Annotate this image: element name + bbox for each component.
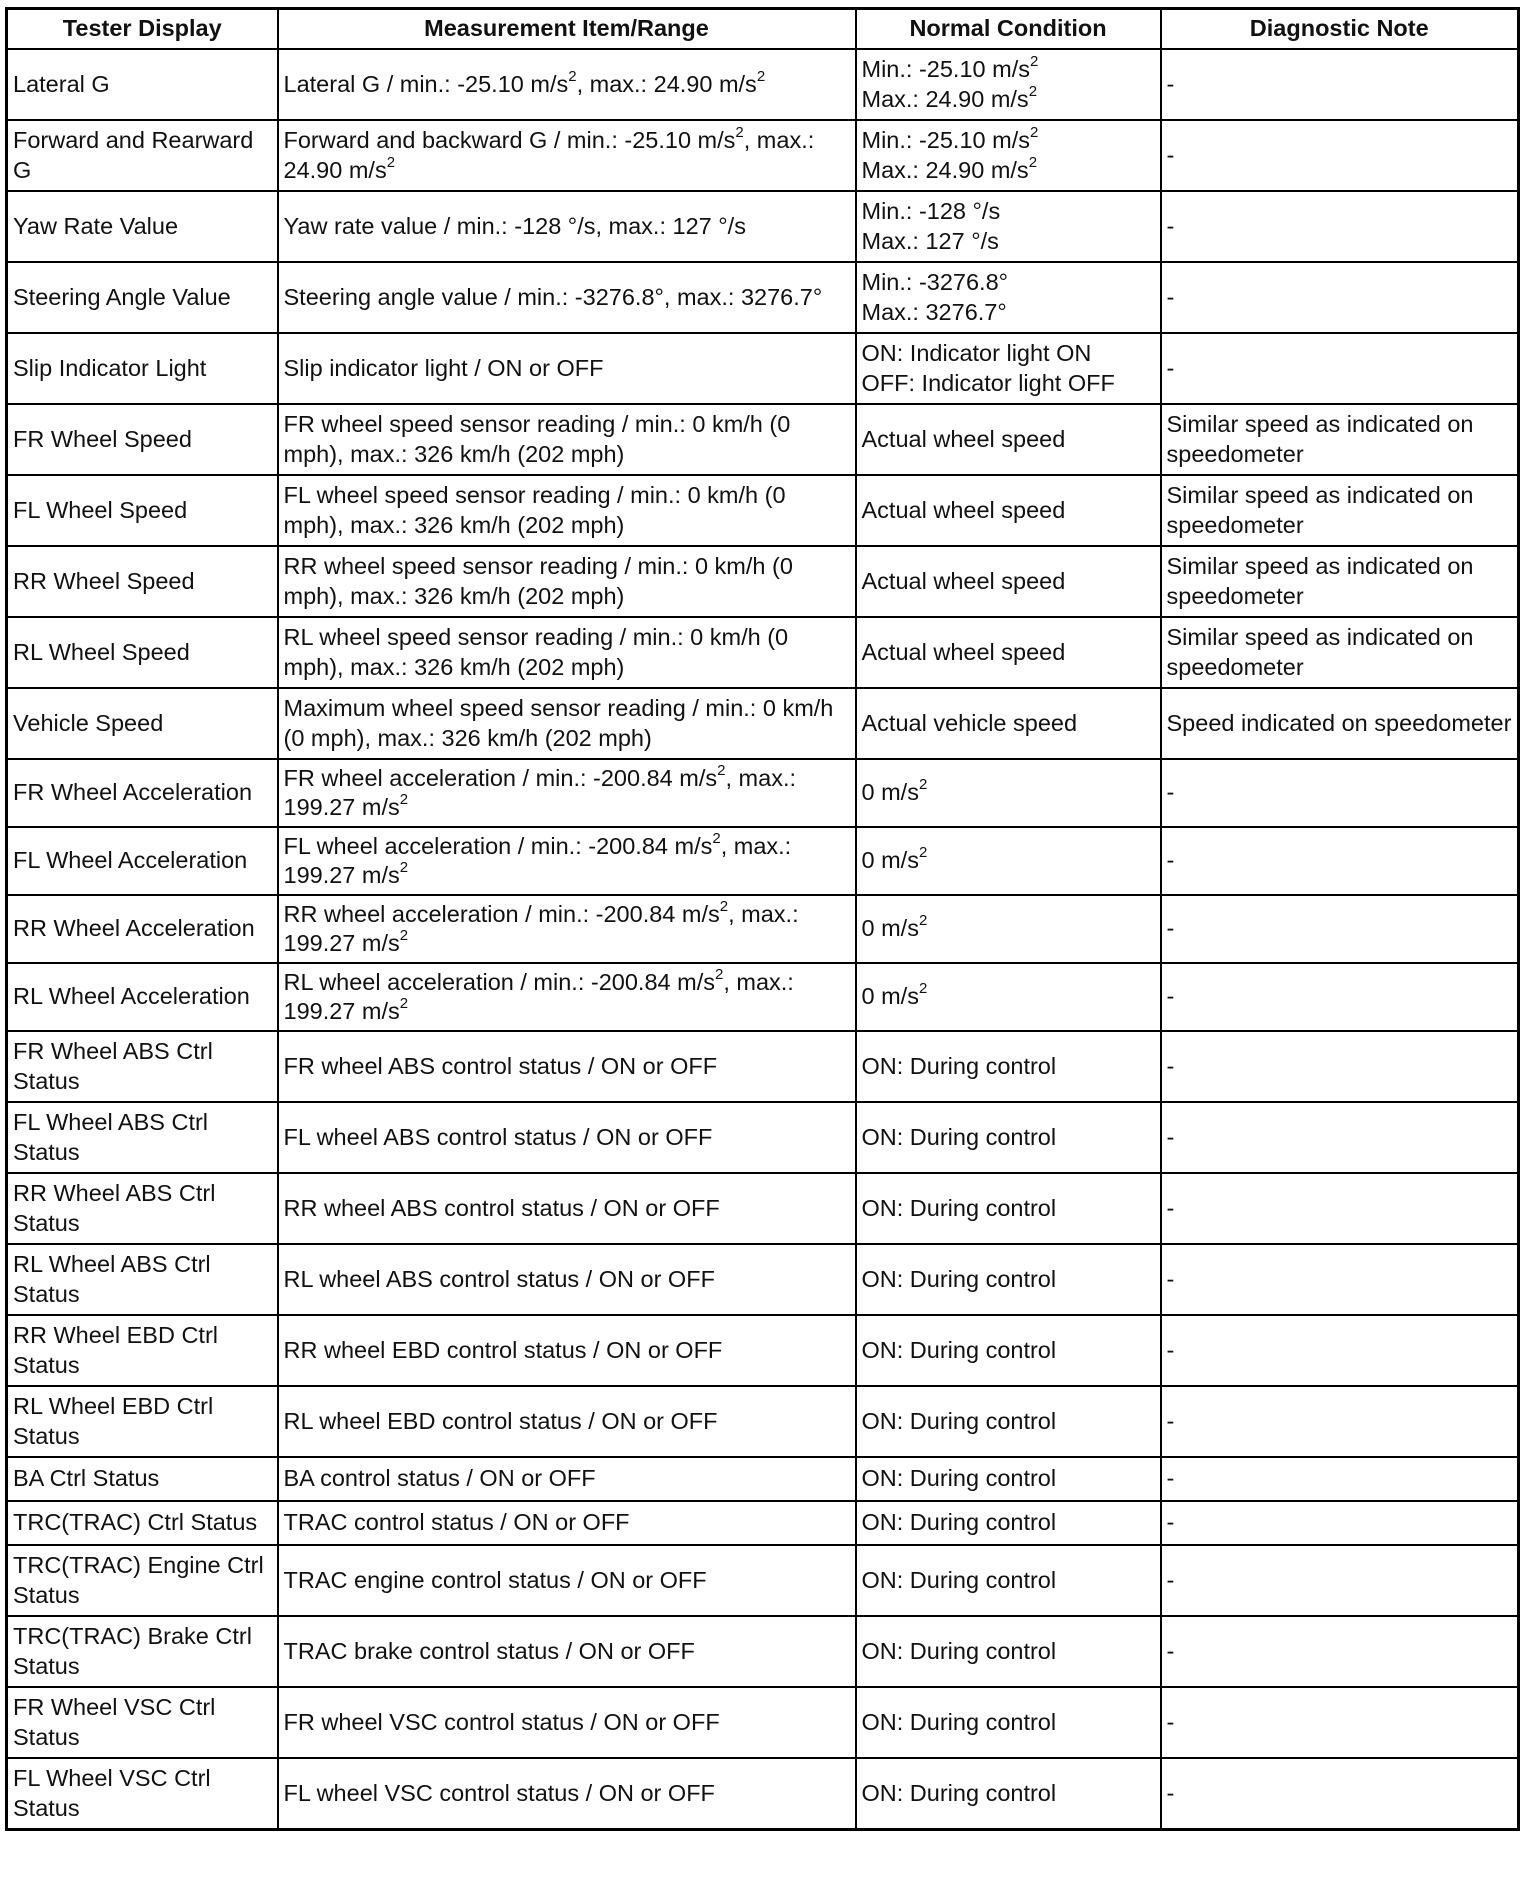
cell-tester-display: Vehicle Speed: [7, 688, 278, 759]
cell-normal-condition: ON: During control: [856, 1386, 1161, 1457]
cell-tester-display: FR Wheel Acceleration: [7, 759, 278, 827]
cell-diagnostic-note: -: [1161, 1457, 1519, 1501]
cell-tester-display: Forward and Rearward G: [7, 120, 278, 191]
cell-normal-condition: Min.: -128 °/s Max.: 127 °/s: [856, 191, 1161, 262]
cell-normal-condition: 0 $m/s^2$: [856, 963, 1161, 1031]
cell-normal-condition: ON: During control: [856, 1102, 1161, 1173]
cell-diagnostic-note: -: [1161, 827, 1519, 895]
cell-normal-condition: Actual wheel speed: [856, 546, 1161, 617]
cell-diagnostic-note: -: [1161, 1315, 1519, 1386]
cell-measurement: RR wheel speed sensor reading / min.: 0 km/h (0 mph), max.: 326 km/h (202 mph): [278, 546, 856, 617]
cell-diagnostic-note: -: [1161, 1102, 1519, 1173]
cell-diagnostic-note: -: [1161, 963, 1519, 1031]
cell-measurement: RR wheel ABS control status / ON or OFF: [278, 1173, 856, 1244]
cell-diagnostic-note: -: [1161, 49, 1519, 120]
table-row: [7, 895, 1519, 963]
cell-measurement: RL wheel ABS control status / ON or OFF: [278, 1244, 856, 1315]
cell-normal-condition: ON: During control: [856, 1244, 1161, 1315]
cell-tester-display: Lateral G: [7, 49, 278, 120]
header-normal-condition: Normal Condition: [856, 9, 1161, 50]
cell-tester-display: RL Wheel Acceleration: [7, 963, 278, 1031]
cell-diagnostic-note: -: [1161, 1616, 1519, 1687]
cell-measurement: RR wheel acceleration / min.: -200.84 $m/s^2$, max.: 199.27 $m/s^2$: [278, 895, 856, 963]
cell-measurement: FR wheel ABS control status / ON or OFF: [278, 1031, 856, 1102]
cell-measurement: Slip indicator light / ON or OFF: [278, 333, 856, 404]
cell-normal-condition: 0 $m/s^2$: [856, 759, 1161, 827]
table-row: [7, 1031, 1519, 1102]
cell-tester-display: RL Wheel ABS Ctrl Status: [7, 1244, 278, 1315]
cell-normal-condition: ON: During control: [856, 1031, 1161, 1102]
cell-normal-condition: ON: During control: [856, 1545, 1161, 1616]
cell-normal-condition: Actual wheel speed: [856, 617, 1161, 688]
header-tester-display: Tester Display: [7, 9, 278, 50]
table-row: [7, 1616, 1519, 1687]
cell-diagnostic-note: Speed indicated on speedometer: [1161, 688, 1519, 759]
cell-tester-display: RL Wheel Speed: [7, 617, 278, 688]
cell-measurement: TRAC control status / ON or OFF: [278, 1501, 856, 1545]
cell-normal-condition: Actual wheel speed: [856, 475, 1161, 546]
cell-diagnostic-note: -: [1161, 1545, 1519, 1616]
table-row: [7, 262, 1519, 333]
cell-normal-condition: ON: During control: [856, 1457, 1161, 1501]
cell-tester-display: Slip Indicator Light: [7, 333, 278, 404]
cell-normal-condition: ON: During control: [856, 1616, 1161, 1687]
cell-tester-display: FR Wheel ABS Ctrl Status: [7, 1031, 278, 1102]
table-row: [7, 759, 1519, 827]
cell-measurement: FL wheel VSC control status / ON or OFF: [278, 1758, 856, 1830]
cell-tester-display: RR Wheel EBD Ctrl Status: [7, 1315, 278, 1386]
table-row: [7, 1102, 1519, 1173]
cell-diagnostic-note: -: [1161, 191, 1519, 262]
table-header-row: [7, 9, 1519, 50]
cell-diagnostic-note: -: [1161, 1244, 1519, 1315]
cell-measurement: FL wheel speed sensor reading / min.: 0 km/h (0 mph), max.: 326 km/h (202 mph): [278, 475, 856, 546]
cell-tester-display: TRC(TRAC) Engine Ctrl Status: [7, 1545, 278, 1616]
table-row: [7, 1501, 1519, 1545]
cell-measurement: FL wheel ABS control status / ON or OFF: [278, 1102, 856, 1173]
table-row: [7, 1386, 1519, 1457]
cell-tester-display: Steering Angle Value: [7, 262, 278, 333]
cell-diagnostic-note: -: [1161, 759, 1519, 827]
cell-normal-condition: Actual vehicle speed: [856, 688, 1161, 759]
cell-diagnostic-note: -: [1161, 262, 1519, 333]
cell-tester-display: BA Ctrl Status: [7, 1457, 278, 1501]
cell-tester-display: TRC(TRAC) Ctrl Status: [7, 1501, 278, 1545]
table-row: [7, 1315, 1519, 1386]
cell-measurement: TRAC brake control status / ON or OFF: [278, 1616, 856, 1687]
table-row: [7, 1545, 1519, 1616]
cell-diagnostic-note: Similar speed as indicated on speedometer: [1161, 546, 1519, 617]
cell-measurement: FR wheel speed sensor reading / min.: 0 km/h (0 mph), max.: 326 km/h (202 mph): [278, 404, 856, 475]
cell-normal-condition: ON: Indicator light ON OFF: Indicator light OFF: [856, 333, 1161, 404]
cell-measurement: Yaw rate value / min.: -128 °/s, max.: 127 °/s: [278, 191, 856, 262]
cell-diagnostic-note: -: [1161, 1687, 1519, 1758]
cell-measurement: Forward and backward G / min.: -25.10 $m/s^2$, max.: 24.90 $m/s^2$: [278, 120, 856, 191]
cell-tester-display: RR Wheel Speed: [7, 546, 278, 617]
header-measurement: Measurement Item/Range: [278, 9, 856, 50]
table-row: [7, 475, 1519, 546]
cell-tester-display: FL Wheel VSC Ctrl Status: [7, 1758, 278, 1830]
cell-diagnostic-note: -: [1161, 1173, 1519, 1244]
cell-measurement: RL wheel acceleration / min.: -200.84 $m/s^2$, max.: 199.27 $m/s^2$: [278, 963, 856, 1031]
table-row: [7, 191, 1519, 262]
cell-tester-display: RL Wheel EBD Ctrl Status: [7, 1386, 278, 1457]
cell-measurement: RR wheel EBD control status / ON or OFF: [278, 1315, 856, 1386]
table-row: [7, 963, 1519, 1031]
table-row: [7, 120, 1519, 191]
table-row: [7, 1173, 1519, 1244]
table-row: [7, 1457, 1519, 1501]
cell-diagnostic-note: -: [1161, 1031, 1519, 1102]
cell-diagnostic-note: -: [1161, 120, 1519, 191]
cell-tester-display: TRC(TRAC) Brake Ctrl Status: [7, 1616, 278, 1687]
cell-tester-display: FL Wheel Speed: [7, 475, 278, 546]
cell-tester-display: RR Wheel Acceleration: [7, 895, 278, 963]
cell-measurement: BA control status / ON or OFF: [278, 1457, 856, 1501]
cell-diagnostic-note: -: [1161, 1758, 1519, 1830]
cell-diagnostic-note: -: [1161, 895, 1519, 963]
cell-tester-display: RR Wheel ABS Ctrl Status: [7, 1173, 278, 1244]
cell-normal-condition: Min.: -3276.8° Max.: 3276.7°: [856, 262, 1161, 333]
table-row: [7, 688, 1519, 759]
cell-diagnostic-note: -: [1161, 1501, 1519, 1545]
cell-normal-condition: ON: During control: [856, 1315, 1161, 1386]
cell-measurement: Lateral G / min.: -25.10 $m/s^2$, max.: 24.90 $m/s^2$: [278, 49, 856, 120]
cell-normal-condition: 0 $m/s^2$: [856, 827, 1161, 895]
cell-normal-condition: ON: During control: [856, 1687, 1161, 1758]
cell-normal-condition: ON: During control: [856, 1758, 1161, 1830]
table-row: [7, 1687, 1519, 1758]
cell-measurement: FR wheel VSC control status / ON or OFF: [278, 1687, 856, 1758]
cell-tester-display: Yaw Rate Value: [7, 191, 278, 262]
table-row: [7, 404, 1519, 475]
table-row: [7, 617, 1519, 688]
cell-diagnostic-note: Similar speed as indicated on speedometer: [1161, 404, 1519, 475]
cell-diagnostic-note: Similar speed as indicated on speedometer: [1161, 475, 1519, 546]
table-row: [7, 333, 1519, 404]
cell-tester-display: FL Wheel ABS Ctrl Status: [7, 1102, 278, 1173]
cell-tester-display: FR Wheel Speed: [7, 404, 278, 475]
header-diagnostic-note: Diagnostic Note: [1161, 9, 1519, 50]
cell-normal-condition: ON: During control: [856, 1501, 1161, 1545]
data-list-table-container: [5, 7, 1517, 1831]
cell-tester-display: FR Wheel VSC Ctrl Status: [7, 1687, 278, 1758]
table-row: [7, 827, 1519, 895]
cell-normal-condition: Min.: -25.10 $m/s^2$ Max.: 24.90 $m/s^2$: [856, 120, 1161, 191]
cell-diagnostic-note: -: [1161, 1386, 1519, 1457]
cell-measurement: Maximum wheel speed sensor reading / min.: 0 km/h (0 mph), max.: 326 km/h (202 mph): [278, 688, 856, 759]
cell-measurement: RL wheel EBD control status / ON or OFF: [278, 1386, 856, 1457]
cell-measurement: FR wheel acceleration / min.: -200.84 $m/s^2$, max.: 199.27 $m/s^2$: [278, 759, 856, 827]
cell-diagnostic-note: Similar speed as indicated on speedometer: [1161, 617, 1519, 688]
cell-normal-condition: Actual wheel speed: [856, 404, 1161, 475]
table-row: [7, 546, 1519, 617]
cell-diagnostic-note: -: [1161, 333, 1519, 404]
table-row: [7, 1758, 1519, 1830]
cell-measurement: RL wheel speed sensor reading / min.: 0 km/h (0 mph), max.: 326 km/h (202 mph): [278, 617, 856, 688]
cell-tester-display: FL Wheel Acceleration: [7, 827, 278, 895]
cell-measurement: FL wheel acceleration / min.: -200.84 $m/s^2$, max.: 199.27 $m/s^2$: [278, 827, 856, 895]
cell-measurement: TRAC engine control status / ON or OFF: [278, 1545, 856, 1616]
table-row: [7, 49, 1519, 120]
cell-normal-condition: ON: During control: [856, 1173, 1161, 1244]
cell-normal-condition: Min.: -25.10 $m/s^2$ Max.: 24.90 $m/s^2$: [856, 49, 1161, 120]
cell-measurement: Steering angle value / min.: -3276.8°, max.: 3276.7°: [278, 262, 856, 333]
cell-normal-condition: 0 $m/s^2$: [856, 895, 1161, 963]
table-row: [7, 1244, 1519, 1315]
data-list-table: [5, 7, 1520, 1831]
